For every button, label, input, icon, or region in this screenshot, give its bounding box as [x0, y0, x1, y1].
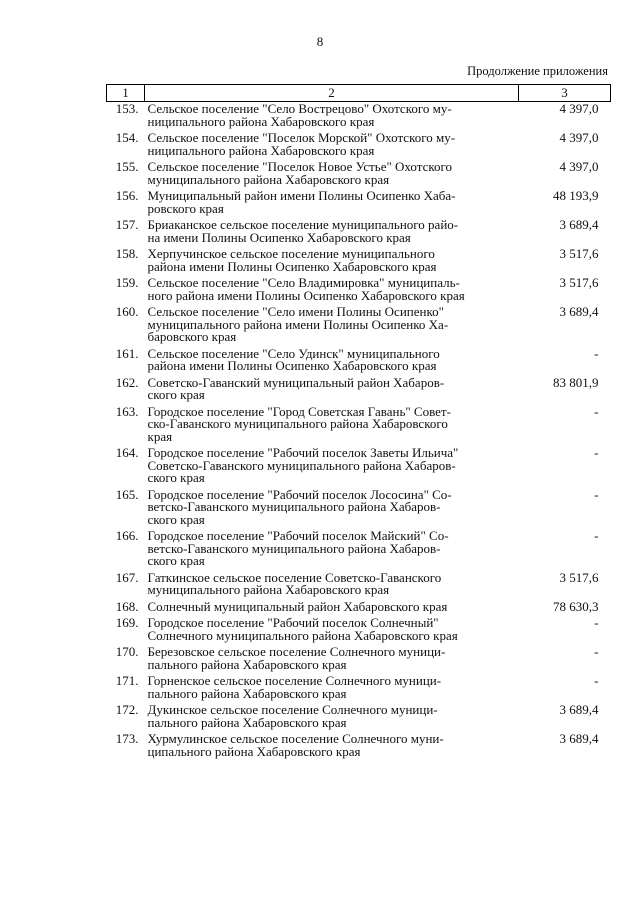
- table-row: [107, 160, 611, 189]
- table-row: [107, 305, 611, 347]
- row-name: Городское поселение "Рабочий поселок Лососина" Со- ветско-Гаванского муниципального района Хабаров- ского края: [147, 486, 452, 527]
- row-number: 159.: [115, 275, 139, 290]
- row-name: Сельское поселение "Село имени Полины Осипенко" муниципального района имени Полины Осипенко Ха- баровского края: [147, 304, 449, 344]
- row-name: Сельское поселение "Село Удинск" муниципального района имени Полины Осипенко Хабаровского края: [147, 345, 440, 373]
- table-row: [107, 446, 611, 488]
- column-header: 2: [145, 85, 519, 102]
- row-number: 164.: [115, 445, 139, 460]
- table-row: [107, 732, 611, 761]
- row-number: 172.: [115, 702, 139, 717]
- table-row: [107, 529, 611, 571]
- row-name: Бриаканское сельское поселение муниципального райо- на имени Полины Осипенко Хабаровского края: [147, 217, 459, 245]
- row-name: Сельское поселение "Село Владимировка" муниципаль- ного района имени Полины Осипенко Хабаровского края: [147, 275, 465, 303]
- row-value: 48 193,9: [553, 188, 599, 203]
- row-number: 160.: [115, 304, 139, 319]
- row-value: 3 689,4: [559, 217, 599, 232]
- row-value: -: [594, 486, 599, 502]
- continuation-note: Продолжение приложения: [467, 64, 608, 78]
- table-row: [107, 247, 611, 276]
- column-header: 3: [519, 85, 611, 102]
- row-name: Дукинское сельское поселение Солнечного муници- пального района Хабаровского края: [147, 702, 438, 730]
- row-value: 3 517,6: [559, 275, 599, 290]
- table-row: [107, 488, 611, 530]
- row-value: -: [594, 345, 599, 361]
- row-number: 166.: [115, 528, 139, 543]
- table-row: [107, 347, 611, 376]
- row-number: 154.: [115, 130, 139, 145]
- table-row: [107, 218, 611, 247]
- row-number: 157.: [115, 217, 139, 232]
- column-header: 1: [107, 85, 145, 102]
- row-name: Сельское поселение "Поселок Новое Устье" Охотского муниципального района Хабаровского края: [147, 159, 453, 187]
- row-name: Городское поселение "Рабочий поселок Заветы Ильича" Советско-Гаванского муниципального района Хабаров- ского края: [147, 445, 459, 485]
- row-name: Горненское сельское поселение Солнечного муници- пального района Хабаровского края: [147, 673, 442, 701]
- table-row: [107, 674, 611, 703]
- table-body: [107, 102, 611, 762]
- row-value: 3 517,6: [559, 569, 599, 585]
- row-value: 4 397,0: [559, 130, 599, 145]
- row-number: 162.: [115, 374, 139, 390]
- table-row: [107, 616, 611, 645]
- row-value: -: [594, 445, 599, 460]
- row-value: -: [594, 673, 599, 688]
- table-row: [107, 571, 611, 600]
- row-name: Хурмулинское сельское поселение Солнечного муни- ципального района Хабаровского края: [147, 731, 444, 759]
- row-value: -: [594, 644, 599, 659]
- row-number: 170.: [115, 644, 139, 659]
- row-number: 158.: [115, 246, 139, 261]
- row-number: 168.: [115, 598, 139, 614]
- table-row: [107, 405, 611, 447]
- row-number: 153.: [115, 101, 139, 116]
- table-row: [107, 102, 611, 132]
- row-value: 78 630,3: [553, 598, 599, 614]
- table-row: [107, 131, 611, 160]
- table-row: [107, 645, 611, 674]
- appendix-table: [106, 84, 611, 761]
- row-number: 161.: [115, 345, 139, 361]
- row-name: Гаткинское сельское поселение Советско-Гаванского муниципального района Хабаровского края: [147, 569, 442, 597]
- row-name: Советско-Гаванский муниципальный район Хабаров- ского края: [147, 374, 445, 402]
- row-value: 83 801,9: [553, 374, 599, 390]
- row-value: -: [594, 615, 599, 630]
- row-value: 4 397,0: [559, 159, 599, 174]
- table-row: [107, 189, 611, 218]
- row-number: 173.: [115, 731, 139, 746]
- row-number: 171.: [115, 673, 139, 688]
- row-name: Херпучинское сельское поселение муниципального района имени Полины Осипенко Хабаровского края: [147, 246, 437, 274]
- row-value: 4 397,0: [559, 101, 599, 116]
- row-name: Сельское поселение "Поселок Морской" Охотского му- ниципального района Хабаровского края: [147, 130, 456, 158]
- row-name: Городское поселение "Город Советская Гавань" Совет- ско-Гаванского муниципального района Хабаровского края: [147, 403, 451, 444]
- row-number: 169.: [115, 615, 139, 630]
- row-name: Солнечный муниципальный район Хабаровского края: [147, 598, 448, 614]
- row-number: 167.: [115, 569, 139, 585]
- row-number: 156.: [115, 188, 139, 203]
- row-value: -: [594, 528, 599, 543]
- row-value: 3 689,4: [559, 304, 599, 319]
- row-name: Муниципальный район имени Полины Осипенко Хаба- ровского края: [147, 188, 456, 216]
- row-number: 165.: [115, 486, 139, 502]
- table-row: [107, 703, 611, 732]
- row-name: Городское поселение "Рабочий поселок Солнечный" Солнечного муниципального района Хабаровского края: [147, 615, 458, 643]
- page-number: 8: [316, 34, 324, 49]
- row-value: 3 517,6: [559, 246, 599, 261]
- row-value: 3 689,4: [559, 702, 599, 717]
- table-row: [107, 276, 611, 305]
- row-number: 163.: [115, 403, 139, 419]
- row-name: Городское поселение "Рабочий поселок Майский" Со- ветско-Гаванского муниципального района Хабаров- ского края: [147, 528, 449, 568]
- row-name: Сельское поселение "Село Вострецово" Охотского му- ниципального района Хабаровского края: [147, 101, 452, 129]
- table-header-row: [107, 85, 611, 102]
- row-name: Березовское сельское поселение Солнечного муници- пального района Хабаровского края: [147, 644, 446, 672]
- row-number: 155.: [115, 159, 139, 174]
- row-value: 3 689,4: [559, 731, 599, 746]
- table-row: [107, 376, 611, 405]
- table-row: [107, 600, 611, 617]
- row-value: -: [594, 403, 599, 419]
